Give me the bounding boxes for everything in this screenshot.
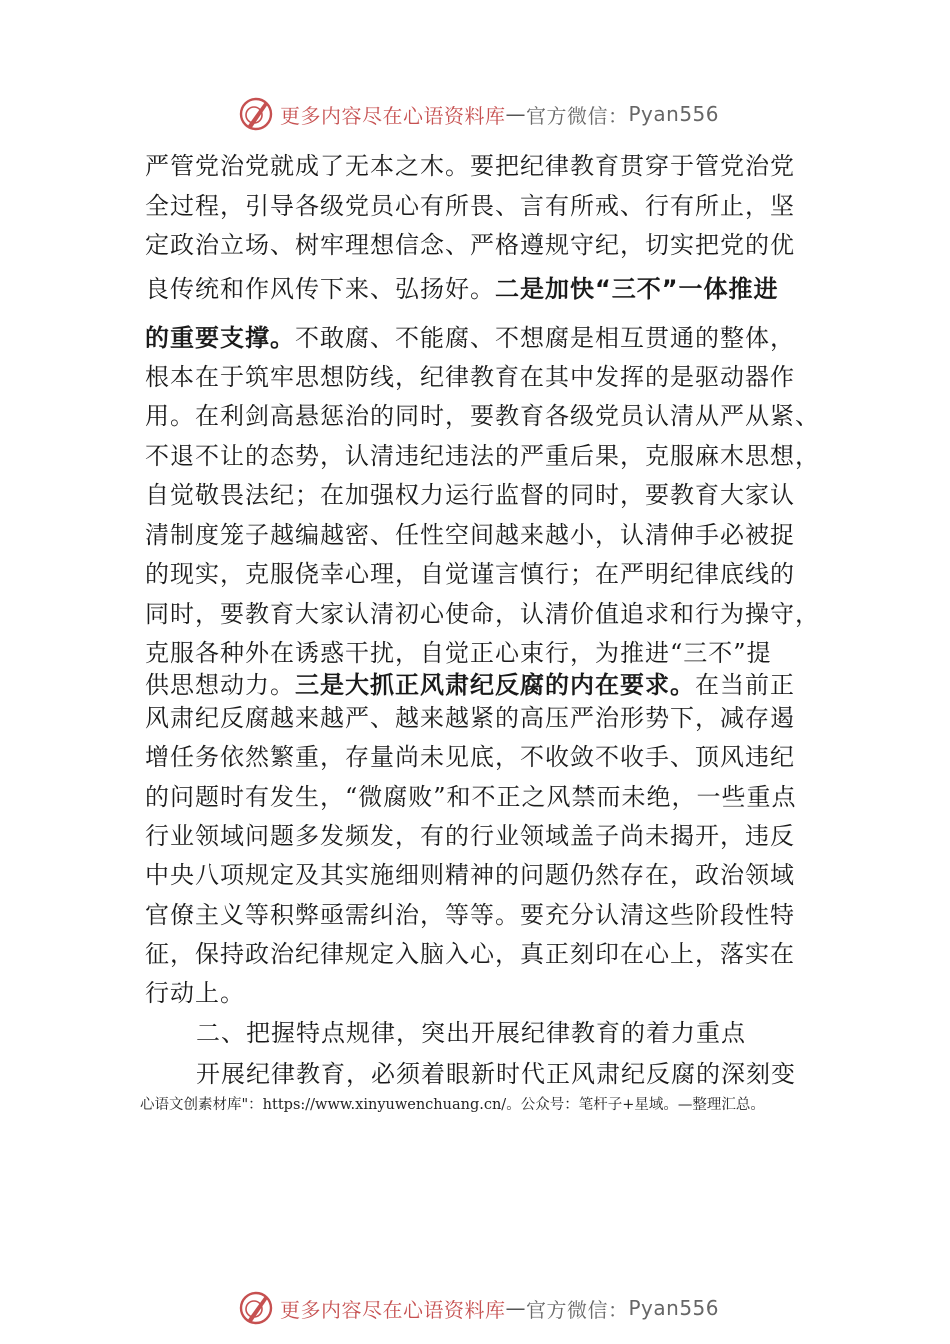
text-line bbox=[145, 150, 795, 182]
body-text: 供思想动力。 bbox=[145, 671, 295, 699]
bold-heading-text: 的重要支撑。 bbox=[145, 324, 295, 352]
pen-logo-icon bbox=[238, 1290, 274, 1326]
text-line bbox=[145, 273, 779, 305]
text-line bbox=[145, 938, 795, 970]
watermark-label: 官方微信： bbox=[526, 103, 629, 128]
body-text: 不退不让的态势，认清违纪违法的严重后果，克服麻木思想， bbox=[145, 442, 820, 470]
body-text: 同时，要教育大家认清初心使命，认清价值追求和行为操守， bbox=[145, 600, 820, 628]
body-text: 清制度笼子越编越密、任性空间越来越小，认清伸手必被捉 bbox=[145, 521, 795, 549]
pen-logo-icon bbox=[238, 96, 274, 132]
body-text: 良传统和作风传下来、弘扬好。 bbox=[145, 275, 495, 303]
text-line bbox=[145, 702, 795, 734]
text-line bbox=[145, 322, 795, 354]
text-line bbox=[145, 479, 795, 511]
text-line bbox=[145, 400, 820, 432]
watermark-handle: Pyan556 bbox=[628, 102, 720, 126]
text-line bbox=[145, 899, 795, 931]
body-text: 官僚主义等积弊亟需纠治，等等。要充分认清这些阶段性特 bbox=[145, 901, 795, 929]
text-line bbox=[145, 669, 795, 701]
body-text: 二、把握特点规律，突出开展纪律教育的着力重点 bbox=[196, 1019, 746, 1047]
watermark-title: 更多内容尽在心语资料库 bbox=[280, 103, 506, 128]
source-note: 心语文创素材库"：https://www.xinyuwenchuang.cn/。公众号：笔杆子+星域。—整理汇总。 bbox=[140, 1097, 765, 1113]
watermark-label: 官方微信： bbox=[526, 1297, 629, 1322]
body-text: 行动上。 bbox=[145, 979, 245, 1007]
body-text: 全过程，引导各级党员心有所畏、言有所戒、行有所止，坚 bbox=[145, 192, 795, 220]
text-line bbox=[145, 820, 795, 852]
body-text: 在当前正 bbox=[695, 671, 795, 699]
watermark-title: 更多内容尽在心语资料库 bbox=[280, 1297, 506, 1322]
body-text: 克服各种外在诱惑干扰，自觉正心束行，为推进“三不”提 bbox=[145, 639, 772, 667]
watermark-dash: — bbox=[505, 1296, 526, 1320]
body-text: 定政治立场、树牢理想信念、严格遵规守纪，切实把党的优 bbox=[145, 231, 795, 259]
text-line bbox=[145, 977, 245, 1009]
body-text: 增任务依然繁重，存量尚未见底，不收敛不收手、顶风违纪 bbox=[145, 743, 795, 771]
body-text: 用。在利剑高悬惩治的同时，要教育各级党员认清从严从紧、 bbox=[145, 402, 820, 430]
text-line bbox=[145, 229, 795, 261]
footer-watermark bbox=[238, 1290, 719, 1326]
body-text: 自觉敬畏法纪；在加强权力运行监督的同时，要教育大家认 bbox=[145, 481, 795, 509]
watermark-handle: Pyan556 bbox=[628, 1296, 720, 1320]
body-text: 开展纪律教育，必须着眼新时代正风肃纪反腐的深刻变 bbox=[196, 1060, 796, 1088]
body-text: 的现实，克服侥幸心理，自觉谨言慎行；在严明纪律底线的 bbox=[145, 560, 795, 588]
body-text: 不敢腐、不能腐、不想腐是相互贯通的整体， bbox=[295, 324, 795, 352]
text-line bbox=[145, 558, 795, 590]
body-text: 征，保持政治纪律规定入脑入心，真正刻印在心上，落实在 bbox=[145, 940, 795, 968]
text-line bbox=[145, 598, 820, 630]
text-line bbox=[196, 1017, 746, 1049]
body-text: 严管党治党就成了无本之木。要把纪律教育贯穿于管党治党 bbox=[145, 152, 795, 180]
text-line bbox=[145, 741, 795, 773]
body-text: 中央八项规定及其实施细则精神的问题仍然存在，政治领域 bbox=[145, 861, 795, 889]
watermark-dash: — bbox=[505, 102, 526, 126]
body-text: 风肃纪反腐越来越严、越来越紧的高压严治形势下，减存遏 bbox=[145, 704, 795, 732]
body-text: 根本在于筑牢思想防线，纪律教育在其中发挥的是驱动器作 bbox=[145, 363, 795, 391]
bold-heading-text: 二是加快“三不”一体推进 bbox=[495, 275, 779, 303]
text-line bbox=[145, 519, 795, 551]
text-line bbox=[196, 1058, 796, 1090]
text-line bbox=[145, 637, 772, 669]
text-line bbox=[145, 440, 820, 472]
bold-heading-text: 三是大抓正风肃纪反腐的内在要求。 bbox=[295, 671, 695, 699]
text-line bbox=[145, 859, 795, 891]
body-text: 的问题时有发生，“微腐败”和不正之风禁而未绝，一些重点 bbox=[145, 783, 797, 811]
header-watermark bbox=[238, 96, 719, 132]
body-text: 行业领域问题多发频发，有的行业领域盖子尚未揭开，违反 bbox=[145, 822, 795, 850]
text-line bbox=[145, 190, 795, 222]
text-line bbox=[145, 361, 795, 393]
text-line bbox=[145, 781, 797, 813]
